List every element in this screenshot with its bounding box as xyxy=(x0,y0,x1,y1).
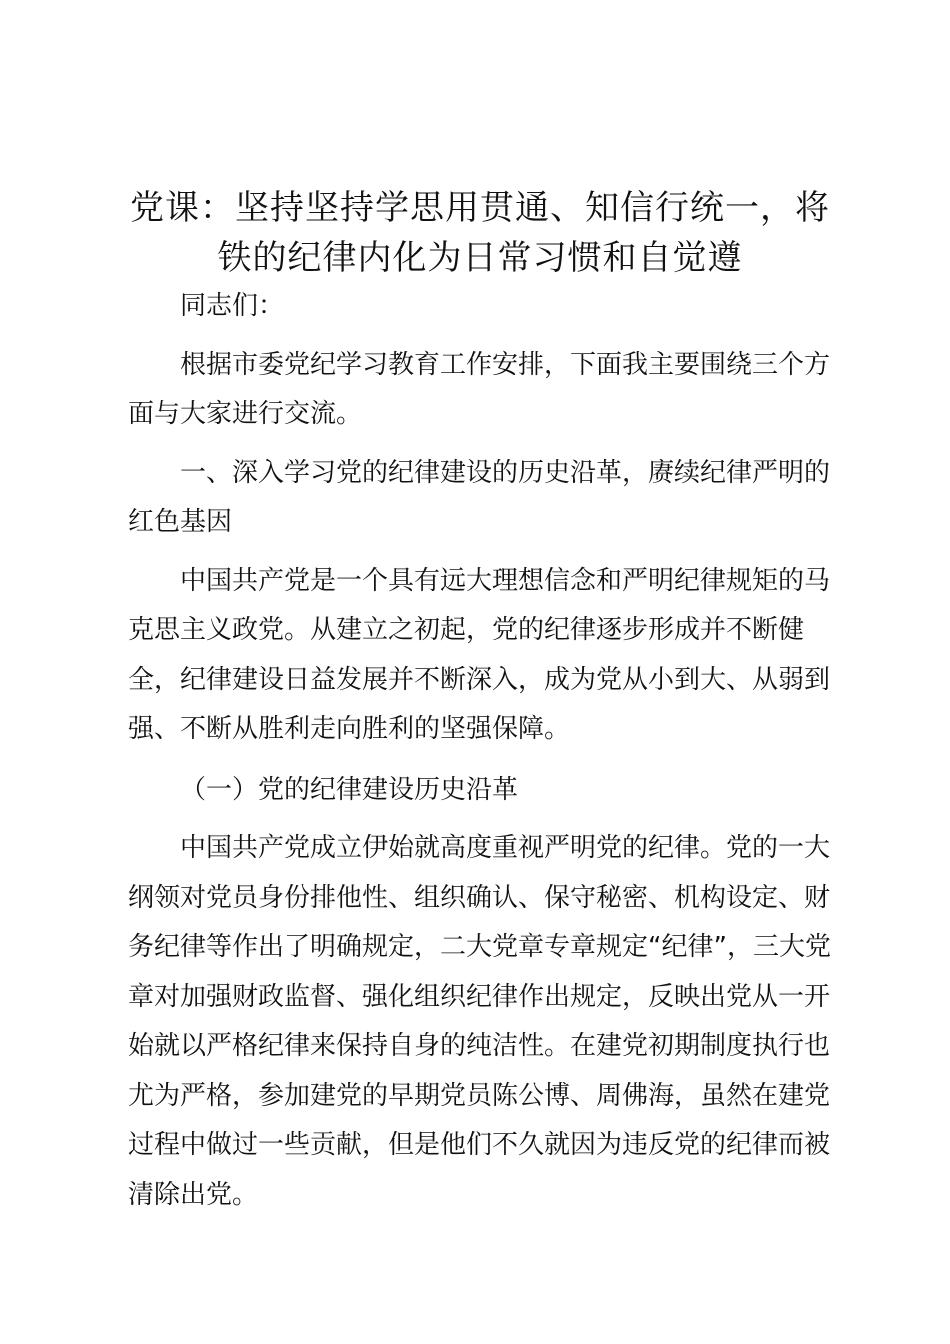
paragraph-2: 中国共产党成立伊始就高度重视严明党的纪律。党的一大纲领对党员身份排他性、组织确认、保守秘密、机构设定、财务纪律等作出了明确规定，二大党章专章规定“纪律”，三大党章对加强财政监督、强化组织纪律作出规定，反映出党从一开始就以严格纪律来保持自身的纯洁性。在建党初期制度执行也尤为严格，参加建党的早期党员陈公博、周佛海，虽然在建党过程中做过一些贡献，但是他们不久就因为违反党的纪律而被清除出党。 xyxy=(128,833,831,1210)
document-body xyxy=(128,282,840,1220)
intro-paragraph: 根据市委党纪学习教育工作安排，下面我主要围绕三个方面与大家进行交流。 xyxy=(128,349,831,429)
salutation: 同志们： xyxy=(180,291,285,321)
document-title xyxy=(110,183,850,283)
subheading-1: （一）党的纪律建设历史沿革 xyxy=(180,774,519,805)
title-line-1: 党课：坚持坚持学思用贯通、知信行统一，将 xyxy=(130,188,830,228)
paragraph-1: 中国共产党是一个具有远大理想信念和严明纪律规矩的马克思主义政党。从建立之初起，党的纪律逐步形成并不断健全，纪律建设日益发展并不断深入，成为党从小到大、从弱到强、不断从胜利走向胜利的坚强保障。 xyxy=(128,565,831,744)
title-line-2: 铁的纪律内化为日常习惯和自觉遵 xyxy=(217,238,743,278)
section-heading-1: 一、深入学习党的纪律建设的历史沿革，赓续纪律严明的红色基因 xyxy=(128,457,831,537)
